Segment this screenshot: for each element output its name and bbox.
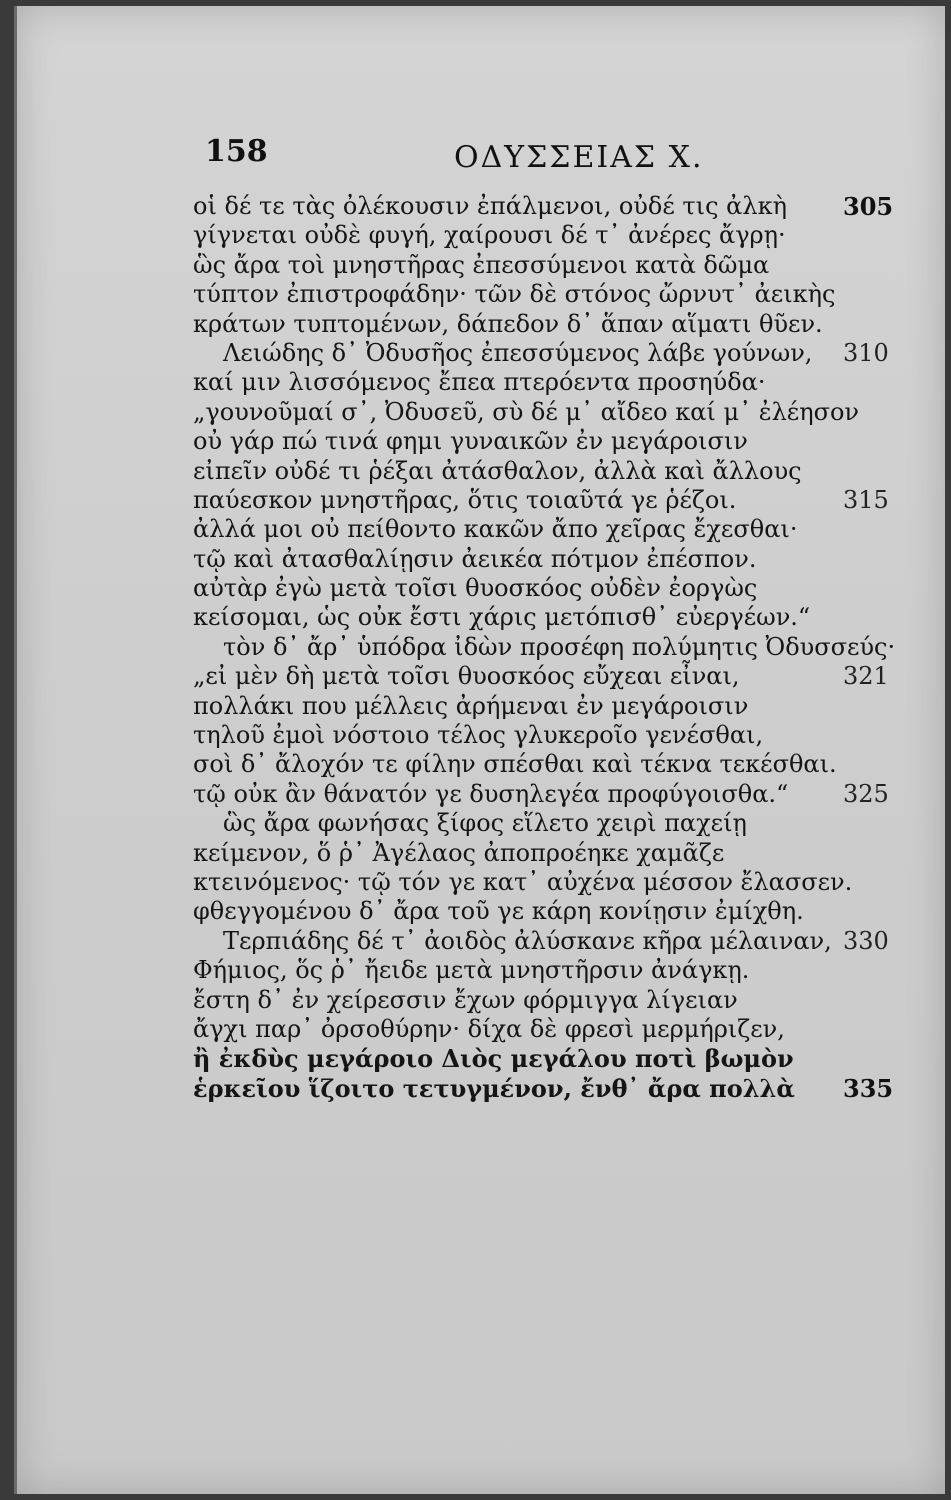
verse-line [193,1044,933,1073]
verse-line [193,956,933,985]
verse-text: τηλοῦ ἐμοὶ νόστοιο τέλος γλυκεροῖο γενέσθαι, [193,721,764,750]
running-title: ΟΔΥΣΣΕΙΑΣ Χ. [454,140,704,175]
verse-line [193,603,933,632]
verse-line [193,251,933,280]
verse-line [193,662,933,691]
verse-text: σοὶ δ᾽ ἄλοχόν τε φίλην σπέσθαι καὶ τέκνα τεκέσθαι. [193,750,837,779]
verse-line [193,780,933,809]
verse-line [193,368,933,397]
line-number: 315 [843,485,889,514]
line-number: 330 [843,926,889,955]
verse-text: „εἰ μὲν δὴ μετὰ τοῖσι θυοσκόος εὔχεαι εἶναι, [193,662,740,691]
verse-text: οἱ δέ τε τὰς ὀλέκουσιν ἐπάλμενοι, οὐδέ τις ἀλκὴ [193,192,787,220]
verse-text: κείσομαι, ὡς οὐκ ἔστι χάρις μετόπισθ᾽ εὐεργέων.“ [193,603,811,632]
verse-line [193,192,933,221]
verse-line [193,339,933,368]
page-number: 158 [205,134,268,169]
verse-text: κείμενον, ὅ ῥ᾽ Ἀγέλαος ἀποπροέηκε χαμᾶζε [193,838,725,867]
verse-line [193,986,933,1015]
verse-text: φθεγγομένου δ᾽ ἄρα τοῦ γε κάρη κονίῃσιν ἐμίχθη. [193,897,804,926]
verse-text: Φήμιος, ὅς ῥ᾽ ἤειδε μετὰ μνηστῆρσιν ἀνάγκῃ. [193,956,750,985]
verse-line [193,515,933,544]
verse-line [193,457,933,486]
verse-text: οὐ γάρ πώ τινά φημι γυναικῶν ἐν μεγάροισιν [193,427,748,456]
verse-text: ἀλλά μοι οὐ πείθοντο κακῶν ἄπο χεῖρας ἔχεσθαι· [193,515,798,544]
verse-line [193,1015,933,1044]
verse-text: τῷ οὐκ ἂν θάνατόν γε δυσηλεγέα προφύγοισθα.“ [193,779,789,808]
verse-line [193,486,933,515]
verse-text: „γουνοῦμαί σ᾽, Ὀδυσεῦ, σὺ δέ μ᾽ αἴδεο καί μ᾽ ἐλέησον [193,397,860,426]
verse-line [193,545,933,574]
book-page [14,6,945,1494]
verse-line [193,927,933,956]
verse-line [193,1074,933,1103]
verse-text: ἔστη δ᾽ ἐν χείρεσσιν ἔχων φόρμιγγα λίγειαν [193,985,738,1014]
verse-line [193,221,933,250]
line-number: 310 [843,338,889,367]
verse-text: ἢ ἐκδὺς μεγάροιο Διὸς μεγάλου ποτὶ βωμὸν [193,1044,794,1074]
verse-line [193,633,933,662]
verse-text: εἰπεῖν οὐδέ τι ῥέξαι ἀτάσθαλον, ἀλλὰ καὶ ἄλλους [193,456,802,485]
verse-text-block [193,192,933,1103]
verse-line [193,721,933,750]
verse-line [193,574,933,603]
verse-line [193,839,933,868]
verse-text: τὸν δ᾽ ἄρ᾽ ὑπόδρα ἰδὼν προσέφη πολύμητις Ὀδυσσεύς· [223,632,896,661]
line-number: 325 [843,779,889,808]
page-header [17,134,945,184]
verse-line [193,897,933,926]
verse-line [193,280,933,309]
line-number: 305 [843,192,894,221]
verse-line [193,310,933,339]
verse-text: τύπτον ἐπιστροφάδην· τῶν δὲ στόνος ὤρνυτ᾽ ἀεικὴς [193,280,836,309]
verse-line [193,692,933,721]
verse-text: ὣς ἄρα φωνήσας ξίφος εἵλετο χειρὶ παχείῃ [223,809,747,838]
line-number: 321 [843,662,889,691]
verse-text: Λειώδης δ᾽ Ὀδυσῆος ἐπεσσύμενος λάβε γούνων, [223,338,813,367]
verse-text: παύεσκον μνηστῆρας, ὅτις τοιαῦτά γε ῥέζοι. [193,485,737,514]
verse-text: κράτων τυπτομένων, δάπεδον δ᾽ ἅπαν αἵματι θῦεν. [193,309,823,338]
verse-line [193,427,933,456]
verse-text: αὐτὰρ ἐγὼ μετὰ τοῖσι θυοσκόος οὐδὲν ἐοργὼς [193,574,758,603]
verse-text: πολλάκι που μέλλεις ἀρήμεναι ἐν μεγάροισιν [193,691,749,720]
verse-text: καί μιν λισσόμενος ἔπεα πτερόεντα προσηύδα· [193,368,766,397]
verse-line [193,809,933,838]
verse-line [193,868,933,897]
verse-text: ὣς ἄρα τοὶ μνηστῆρας ἐπεσσύμενοι κατὰ δῶμα [193,250,770,279]
verse-text: ἄγχι παρ᾽ ὀρσοθύρην· δίχα δὲ φρεσὶ μερμήριζεν, [193,1014,785,1043]
verse-line [193,750,933,779]
verse-line [193,398,933,427]
verse-text: γίγνεται οὐδὲ φυγή, χαίρουσι δέ τ᾽ ἀνέρες ἄγρῃ· [193,221,786,250]
verse-text: ἑρκεῖου ἵζοιτο τετυγμένον, ἔνθ᾽ ἄρα πολλὰ [193,1073,795,1103]
line-number: 335 [843,1073,894,1103]
verse-text: τῷ καὶ ἀτασθαλίῃσιν ἀεικέα πότμον ἐπέσπον. [193,544,757,573]
verse-text: κτεινόμενος· τῷ τόν γε κατ᾽ αὐχένα μέσσον ἔλασσεν. [193,867,853,896]
verse-text: Τερπιάδης δέ τ᾽ ἀοιδὸς ἀλύσκανε κῆρα μέλαιναν, [223,926,832,955]
